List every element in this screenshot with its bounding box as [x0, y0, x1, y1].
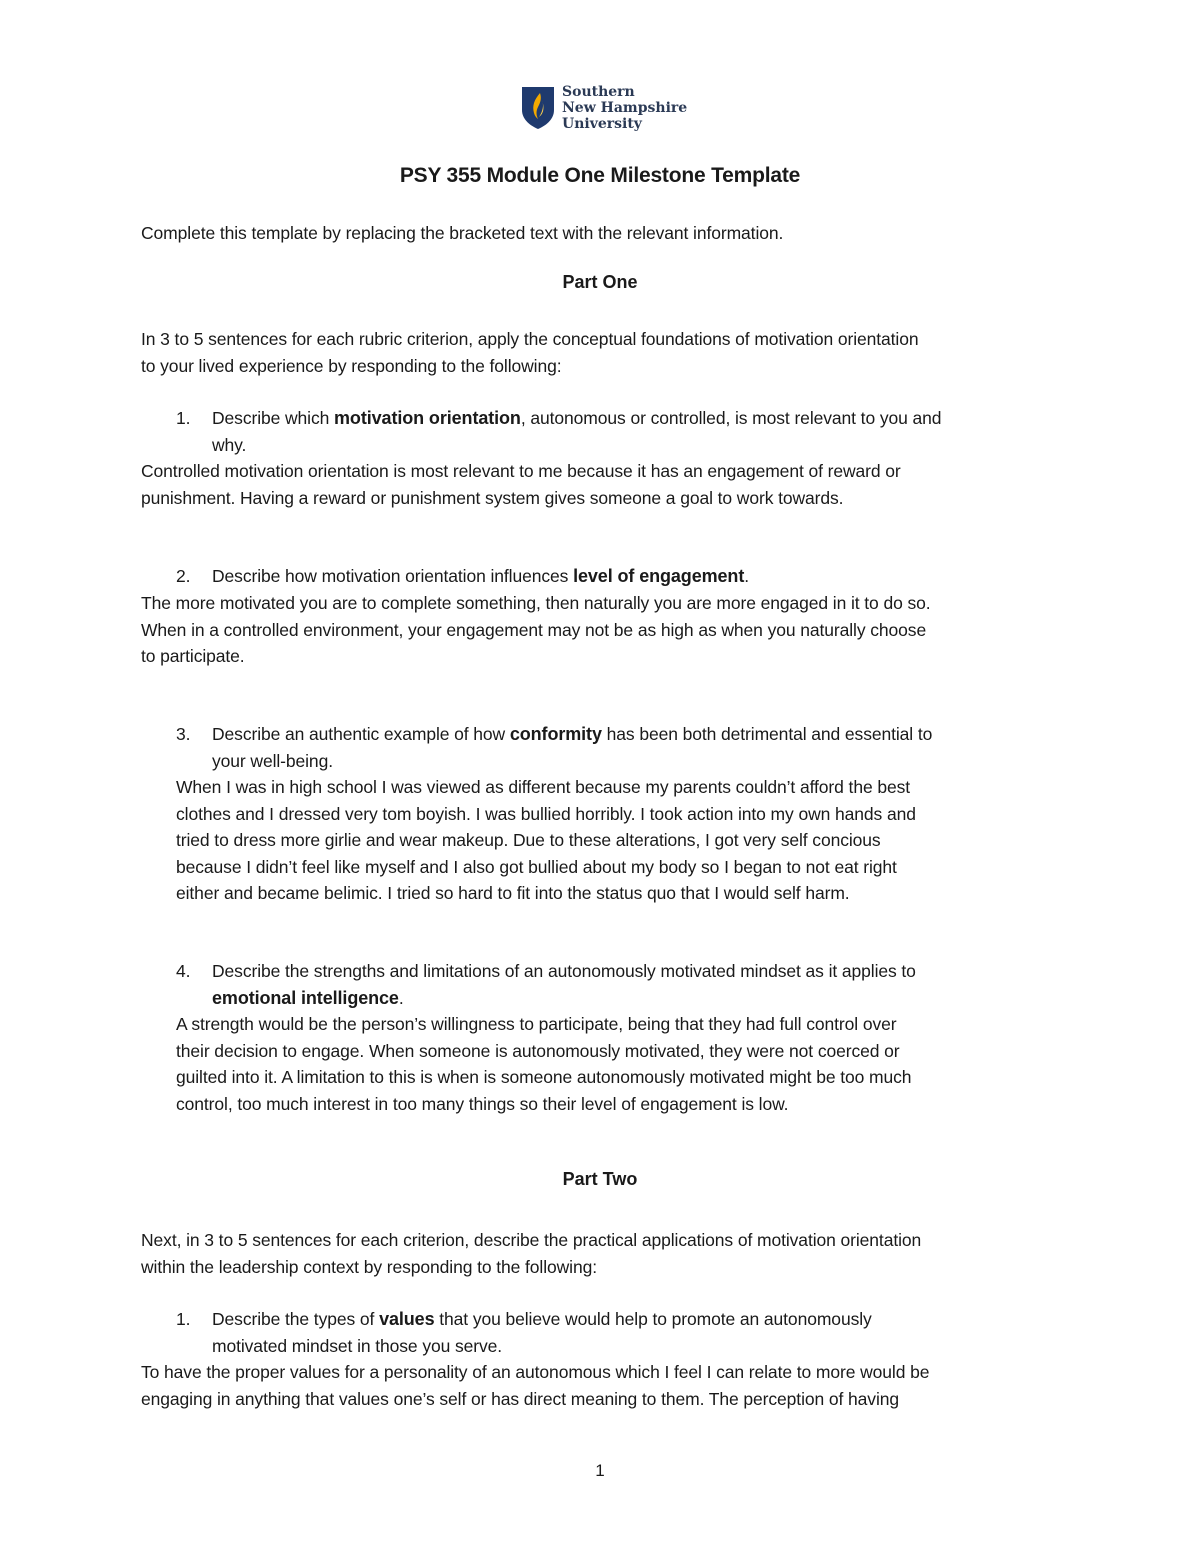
answer-1 [141, 458, 901, 511]
part-two-question-1 [176, 1306, 872, 1359]
answer-line: clothes and I dressed very tom boyish. I was bullied horribly. I took action into my own hands and [176, 803, 916, 824]
question-number: 4. [176, 961, 191, 981]
question-number: 1. [176, 408, 191, 428]
answer-line: When in a controlled environment, your engagement may not be as high as when you naturally choose [141, 619, 927, 640]
question-keyword: emotional intelligence [212, 987, 399, 1008]
instruction-line: Next, in 3 to 5 sentences for each criterion, describe the practical applications of motivation orientation [141, 1230, 922, 1250]
instruction-line: In 3 to 5 sentences for each rubric criterion, apply the conceptual foundations of motivation orientation [141, 329, 919, 349]
part-two-heading: Part Two [562, 1169, 638, 1189]
question-text: has been both detrimental and essential to [601, 724, 933, 744]
instruction-line: within the leadership context by responding to the following: [141, 1256, 597, 1277]
answer-4 [176, 1011, 911, 1117]
answer-line: either and became belimic. I tried so hard to fit into the status quo that I would self harm. [176, 883, 850, 903]
answer-line: to participate. [141, 646, 245, 666]
page-number: 1 [595, 1461, 605, 1480]
answer-line: When I was in high school I was viewed as different because my parents couldn’t afford the best [176, 777, 911, 797]
instruction-line: to your lived experience by responding to the following: [141, 355, 562, 376]
logo-line-3: University [562, 116, 642, 132]
question-keyword: conformity [509, 724, 602, 744]
part-two-instructions [141, 1227, 921, 1280]
shield-flame-icon [521, 86, 555, 130]
intro-text: Complete this template by replacing the bracketed text with the relevant information. [141, 223, 784, 243]
part-one-instructions [141, 326, 918, 379]
answer-line: punishment. Having a reward or punishment system gives someone a goal to work towards. [141, 487, 844, 508]
question-keyword: motivation orientation [334, 408, 521, 428]
question-keyword: level of engagement [573, 566, 745, 586]
question-text: , autonomous or controlled, is most relevant to you and [520, 408, 942, 428]
question-3 [176, 721, 932, 774]
logo-wordmark [562, 84, 687, 132]
document-title: PSY 355 Module One Milestone Template [399, 164, 801, 187]
answer-line: To have the proper values for a personality of an autonomous which I feel I can relate to more would be [141, 1362, 930, 1382]
question-text: that you believe would help to promote an autonomously [434, 1309, 872, 1329]
answer-line: The more motivated you are to complete something, then naturally you are more engaged in it to do so. [141, 593, 931, 613]
question-2 [176, 563, 749, 590]
answer-line: Controlled motivation orientation is most relevant to me because it has an engagement of reward or [141, 461, 901, 481]
answer-line: A strength would be the person’s willingness to participate, being that they had full control over [176, 1014, 897, 1034]
logo-line-1: Southern [562, 84, 635, 100]
question-number: 3. [176, 724, 191, 744]
answer-line: their decision to engage. When someone is autonomously motivated, they were not coerced or [176, 1040, 900, 1061]
question-text: Describe an authentic example of how [212, 724, 510, 744]
question-text: your well-being. [212, 750, 333, 771]
part-one-heading: Part One [562, 272, 638, 292]
answer-line: guilted into it. A limitation to this is when is someone autonomously motivated might be too much [176, 1067, 912, 1087]
question-number: 1. [176, 1309, 191, 1329]
question-text: . [398, 987, 404, 1008]
part-two-answer-1 [141, 1359, 929, 1412]
question-1 [176, 405, 941, 458]
answer-line: control, too much interest in too many things so their level of engagement is low. [176, 1093, 789, 1114]
question-text: why. [212, 434, 247, 455]
question-text: . [744, 566, 749, 586]
question-number: 2. [176, 566, 191, 586]
question-text: Describe which [212, 408, 335, 428]
answer-line: tried to dress more girlie and wear makeup. Due to these alterations, I got very self concious [176, 830, 881, 850]
answer-2 [141, 590, 931, 670]
question-text: Describe the types of [212, 1309, 380, 1329]
question-text: Describe the strengths and limitations of an autonomously motivated mindset as it applies to [212, 961, 916, 981]
logo-line-2: New Hampshire [562, 100, 688, 116]
answer-line: engaging in anything that values one’s self or has direct meaning to them. The perception of having [141, 1388, 900, 1409]
question-keyword: values [379, 1309, 435, 1329]
answer-3 [176, 774, 916, 907]
question-text: motivated mindset in those you serve. [212, 1335, 503, 1356]
question-4 [176, 958, 916, 1011]
question-text: Describe how motivation orientation influences [212, 566, 574, 586]
university-logo [521, 84, 687, 132]
answer-line: because I didn’t feel like myself and I also got bullied about my body so I began to not eat right [176, 856, 897, 877]
